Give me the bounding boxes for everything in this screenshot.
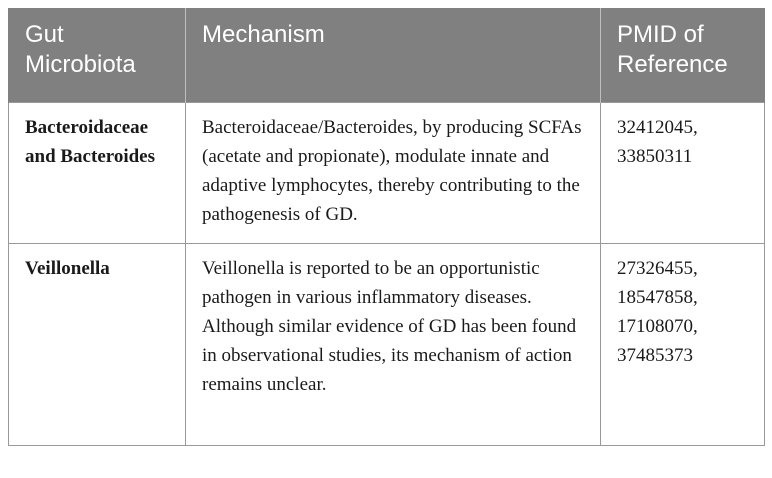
microbiota-table xyxy=(8,8,765,446)
header-mechanism: Mechanism xyxy=(186,8,601,102)
table-header xyxy=(9,8,765,102)
header-row xyxy=(9,8,765,102)
cell-mechanism: Veillonella is reported to be an opportunistic pathogen in various inflammatory diseases. Although similar evidence of GD has been found in observational studies, its mechanism of action remains unclear. xyxy=(186,243,601,445)
cell-pmid: 27326455, 18547858, 17108070, 37485373 xyxy=(601,243,765,445)
cell-pmid: 32412045, 33850311 xyxy=(601,102,765,243)
table-body xyxy=(9,102,765,445)
header-gut-microbiota: Gut Microbiota xyxy=(9,8,186,102)
table-row xyxy=(9,102,765,243)
cell-mechanism: Bacteroidaceae/Bacteroides, by producing SCFAs (acetate and propionate), modulate innate and adaptive lymphocytes, thereby contributing to the pathogenesis of GD. xyxy=(186,102,601,243)
table-row xyxy=(9,243,765,445)
cell-gut-microbiota: Veillonella xyxy=(9,243,186,445)
table-container xyxy=(8,8,764,446)
cell-gut-microbiota: Bacteroidaceae and Bacteroides xyxy=(9,102,186,243)
header-pmid: PMID of Reference xyxy=(601,8,765,102)
